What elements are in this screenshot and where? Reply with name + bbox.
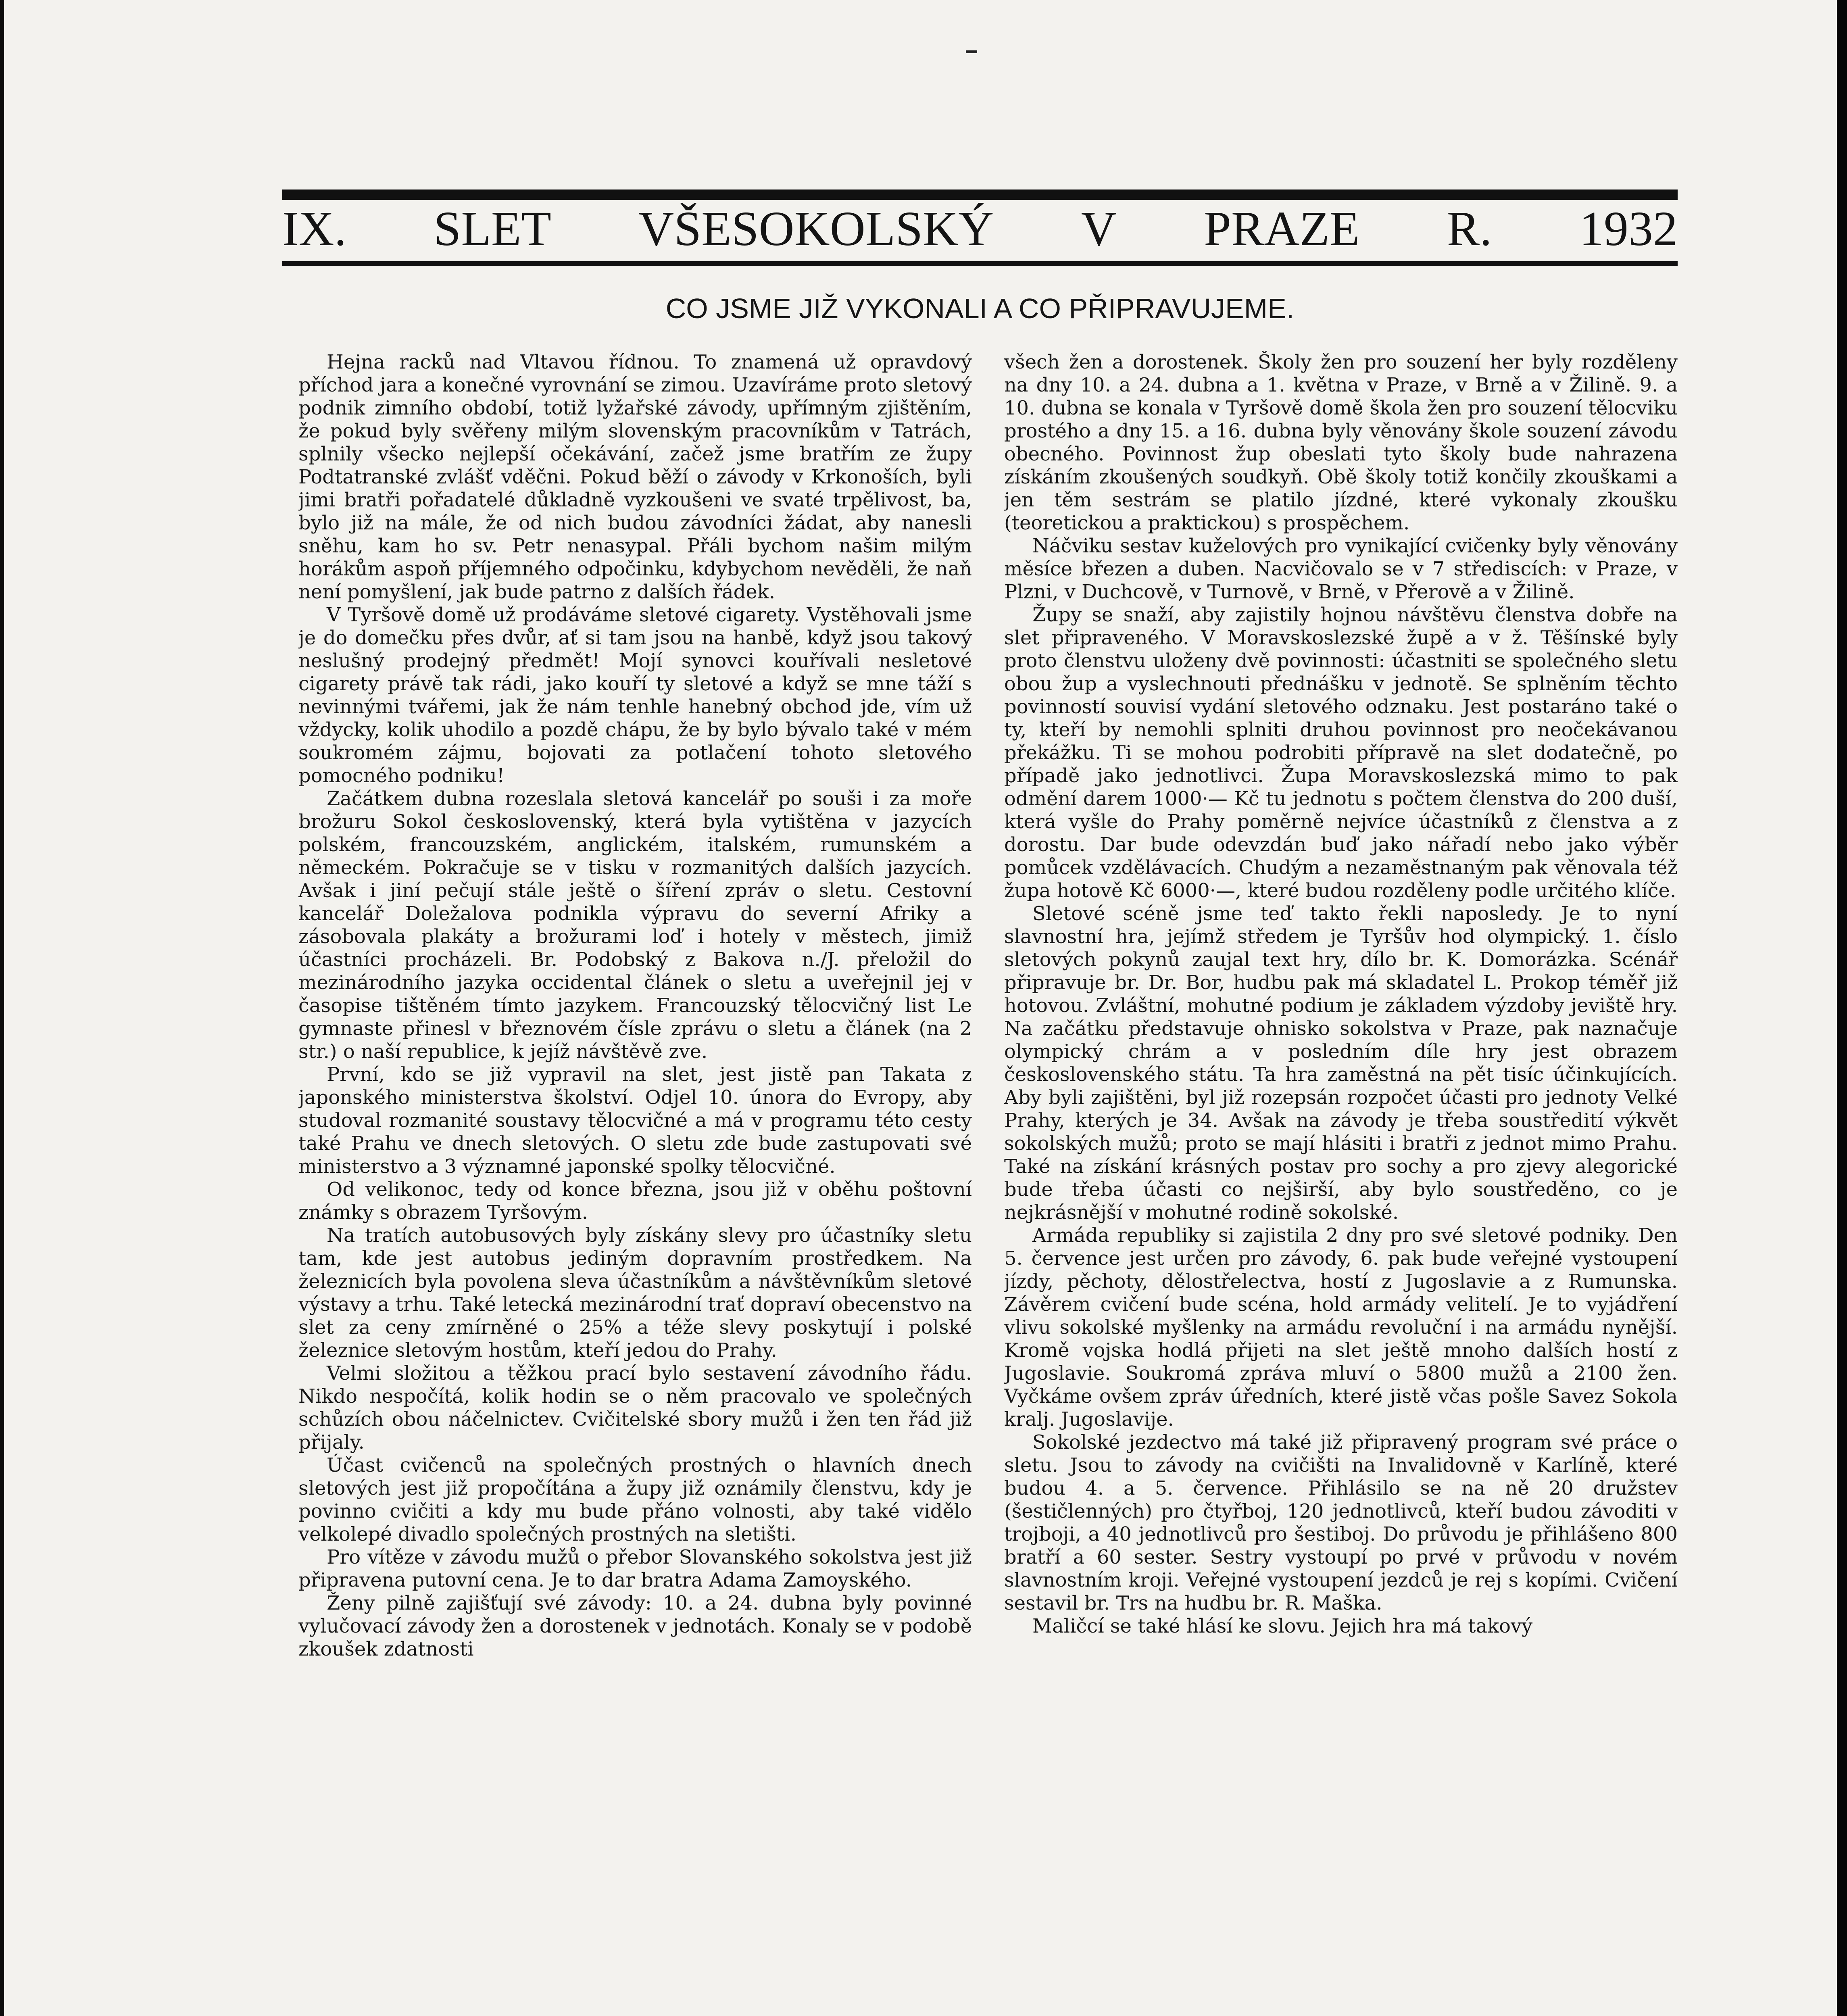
paragraph-continued: všech žen a dorostenek. Školy žen pro souzení her byly rozděleny na dny 10. a 24. dubna a 1. května v Praze, v Brně a v Žilině. 9. a 10. dubna se konala v Tyršově domě škola žen pro souzení tělocviku prostého a dny 15. a 16. dubna byly věnovány škole souzení závodu obecného. Povinnost žup obeslati tyto školy bude nahrazena získáním zkoušených soudkyň. Obě školy totiž končily zkouškami a jen těm sestrám se platilo jízdné, které vykonaly zkoušku (teoretickou a praktickou) s prospěchem.: [1004, 351, 1678, 534]
paragraph: Na tratích autobusových byly získány slevy pro účastníky sletu tam, kde jest autobus jediným dopravním prostředkem. Na železnicích byla povolena sleva účastníkům a návštěvníkům sletové výstavy a trhu. Také letecká mezinárodní trať dopraví obecenstvo na slet za ceny zmírněné o 25% a téže slevy poskytují i polské železnice sletovým hostům, kteří jedou do Prahy.: [298, 1224, 972, 1362]
paragraph: Ženy pilně zajišťují své závody: 10. a 24. dubna byly povinné vylučovací závody žen a dorostenek v jednotách. Konaly se v podobě zkoušek zdatnosti: [298, 1592, 972, 1660]
article-heading: CO JSME JIŽ VYKONALI A CO PŘIPRAVUJEME.: [665, 293, 1295, 324]
title-word: IX.: [282, 202, 347, 256]
page-title: [282, 197, 1678, 261]
paragraph: Velmi složitou a těžkou prací bylo sestavení závodního řádu. Nikdo nespočítá, kolik hodin se o něm pracovalo ve společných schůzích obou náčelnictev. Cvičitelské sbory mužů i žen ten řád již přijaly.: [298, 1362, 972, 1454]
scan-mark: [966, 50, 977, 53]
paragraph: Sokolské jezdectvo má také již připravený program své práce o sletu. Jsou to závody na cvičišti na Invalidovně v Karlíně, které budou 4. a 5. července. Přihlásilo se na ně 20 družstev (šestičlenných) pro čtyřboj, 120 jednotlivců, kteří budou závoditi v trojboji, a 40 jednotlivců pro šestiboj. Do průvodu je přihlášeno 800 bratří a 60 sester. Sestry vystoupí po prvé v průvodu v novém slavnostním kroji. Veřejné vystoupení jezdců je rej s kopími. Cvičení sestavil br. Trs na hudbu br. R. Maška.: [1004, 1431, 1678, 1614]
paragraph: První, kdo se již vypravil na slet, jest jistě pan Takata z japonského ministerstva školství. Odjel 10. února do Evropy, aby studoval rozmanité soustavy tělocvičné a má v programu této cesty také Prahu ve dnech sletových. O sletu zde bude zastupovati své ministerstvo a 3 významné japonské spolky tělocvičné.: [298, 1063, 972, 1178]
paragraph: Náčviku sestav kuželových pro vynikající cvičenky byly věnovány měsíce březen a duben. Nacvičovalo se v 7 střediscích: v Praze, v Plzni, v Duchcově, v Turnově, v Brně, v Přerově a v Žilině.: [1004, 535, 1678, 603]
paragraph: Od velikonoc, tedy od konce března, jsou již v oběhu poštovní známky s obrazem Tyršovým.: [298, 1178, 972, 1224]
title-year: 1932: [1579, 202, 1678, 256]
text-column-right: [1004, 351, 1678, 2016]
header-rule-bottom: [282, 261, 1678, 266]
paragraph: Začátkem dubna rozeslala sletová kancelář po souši i za moře brožuru Sokol československý, která byla vytištěna v jazycích polském, francouzském, anglickém, italském, rumunském a německém. Pokračuje se v tisku v rozmanitých dalších jazycích. Avšak i jiní pečují stále ještě o šíření zpráv o sletu. Cestovní kancelář Doležalova podnikla výpravu do severní Afriky a zásobovala plakáty a brožurami loď i hotely v městech, jimiž účastníci procházeli. Br. Podobský z Bakova n./J. přeložil do mezinárodního jazyka occidental článek o sletu a uveřejnil jej v časopise tištěném tímto jazykem. Francouzský tělocvičný list Le gymnaste přinesl v březnovém čísle zprávu o sletu a článek (na 2 str.) o naší republice, k jejíž návštěvě zve.: [298, 787, 972, 1063]
paragraph: Hejna racků nad Vltavou řídnou. To znamená už opravdový příchod jara a konečné vyrovnání se zimou. Uzavíráme proto sletový podnik zimního období, totiž lyžařské závody, upřímným zjištěním, že pokud byly svěřeny milým slovenským pracovníkům v Tatrách, splnily všecko nejlepší očekávání, začež jsme bratřím ze župy Podtatranské zvlášť vděčni. Pokud běží o závody v Krkonoších, byli jimi bratři pořadatelé důkladně vyzkoušeni ve svaté trpělivost, ba, bylo již na mále, že od nich budou závodníci žádat, aby nanesli sněhu, kam ho sv. Petr nenasypal. Přáli bychom našim milým horákům aspoň příjemného odpočinku, kdybychom nevěděli, že naň není pomyšlení, jak bude patrno z dalších řádek.: [298, 351, 972, 603]
paragraph: Armáda republiky si zajistila 2 dny pro své sletové podniky. Den 5. července jest určen pro závody, 6. pak bude veřejné vystoupení jízdy, pěchoty, dělostřelectva, hostí z Jugoslavie a z Rumunska. Závěrem cvičení bude scéna, hold armády velitelí. Je to vyjádření vlivu sokolské myšlenky na armádu revoluční i na armádu nynější. Kromě vojska hodlá přijeti na slet ještě mnoho dalších hostí z Jugoslavie. Soukromá zpráva mluví o 5800 mužů a 2100 žen. Vyčkáme ovšem zpráv úředních, které jistě včas pošle Savez Sokola kralj. Jugoslavije.: [1004, 1224, 1678, 1431]
paragraph: Župy se snaží, aby zajistily hojnou návštěvu členstva dobře na slet připraveného. V Moravskoslezské župě a v ž. Těšínské byly proto členstvu uloženy dvě povinnosti: účastniti se společného sletu obou žup a vyslechnouti přednášku v jednotě. Se splněním těchto povinností souvisí vydání sletového odznaku. Jest postaráno také o ty, kteří by nemohli splniti druhou povinnost pro neočekávanou překážku. Ti se mohou podrobiti přípravě na slet dodatečně, po případě jako jednotlivci. Župa Moravskoslezská mimo to pak odmění darem 1000·— Kč tu jednotu s počtem členstva do 200 duší, která vyšle do Prahy poměrně nejvíce účastníků z členstva a z dorostu. Dar bude odevzdán buď jako nářadí nebo jako výběr pomůcek vzdělávacích. Chudým a nezaměstnaným pak věnovala též župa hotově Kč 6000·—, které budou rozděleny podle určitého klíče.: [1004, 604, 1678, 902]
paragraph: Sletové scéně jsme teď takto řekli naposledy. Je to nyní slavnostní hra, jejímž středem je Tyršův hod olympický. 1. číslo sletových pokynů zaujal text hry, dílo br. K. Domorázka. Scénář připravuje br. Dr. Bor, hudbu pak má skladatel L. Prokop téměř již hotovou. Zvláštní, mohutné podium je základem výzdoby jeviště hry. Na začátku představuje ohnisko sokolstva v Praze, pak naznačuje olympický chrám a v posledním díle hry jest obrazem československého státu. Ta hra zaměstná na pět tisíc účinkujících. Aby byli zajištěni, byl již rozepsán rozpočet účasti pro jednoty Velké Prahy, kterých je 34. Avšak na závody je třeba soustředití výkvět sokolských mužů; proto se mají hlásiti i bratři z jednot mimo Prahu. Také na získání krásných postav pro sochy a pro zjevy alegorické bude třeba účasti co nejširší, aby bylo soustředěno, co je nejkrásnější v mohutné rodině sokolské.: [1004, 902, 1678, 1224]
text-column-left: [298, 351, 972, 2016]
paragraph: Maličcí se také hlásí ke slovu. Jejich hra má takový: [1032, 1615, 1533, 1637]
title-word: VŠESOKOLSKÝ: [638, 202, 994, 256]
title-word: SLET: [434, 202, 551, 256]
title-word: V: [1081, 202, 1117, 256]
scan-edge: [1837, 0, 1847, 2016]
title-word: PRAZE: [1204, 202, 1360, 256]
title-word: R.: [1447, 202, 1492, 256]
paragraph: Účast cvičenců na společných prostných o hlavních dnech sletových jest již propočítána a župy již oznámily členstvu, kdy je povinno cvičiti a kdy mu bude přáno volnosti, aby také vidělo velkolepé divadlo společných prostných na sletišti.: [298, 1454, 972, 1545]
paragraph: V Tyršově domě už prodáváme sletové cigarety. Vystěhovali jsme je do domečku přes dvůr, ať si tam jsou na hanbě, když jsou takový neslušný prodejný předmět! Mojí synovci kouřívali nesletové cigarety právě tak rádi, jako kouří ty sletové a když se mne táží s nevinnými tvářemi, jak že nám tenhle hanebný obchod jde, vím už vždycky, kolik uhodilo a pozdě chápu, že by bylo bývalo také v mém soukromém zájmu, bojovati za potlačení tohoto sletového pomocného podniku!: [298, 604, 972, 787]
paragraph: Pro vítěze v závodu mužů o přebor Slovanského sokolstva jest již připravena putovní cena. Je to dar bratra Adama Zamoyského.: [298, 1546, 972, 1591]
